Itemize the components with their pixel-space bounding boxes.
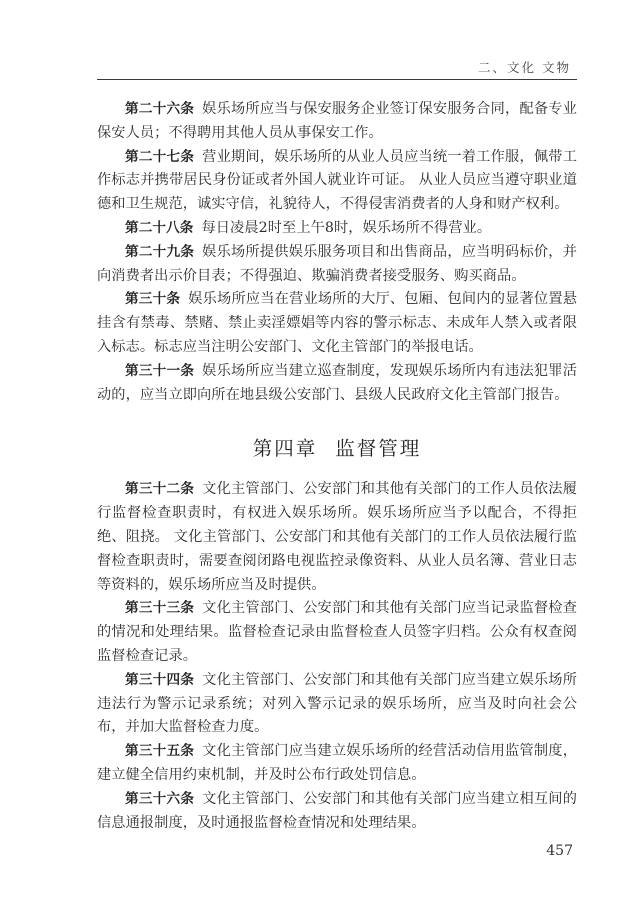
article-number: 第二十七条 <box>125 148 195 165</box>
article-number: 第二十九条 <box>125 243 195 260</box>
chapter-heading <box>97 433 577 461</box>
article-35 <box>97 740 577 788</box>
chapter-title: 监督管理 <box>335 437 422 461</box>
article-27 <box>97 146 577 217</box>
article-number: 第三十二条 <box>125 481 195 498</box>
article-number: 第三十一条 <box>125 362 195 379</box>
article-number: 第三十三条 <box>125 600 195 617</box>
article-number: 第三十五条 <box>125 743 195 760</box>
article-text: 每日凌晨2时至上午8时，娱乐场所不得营业。 <box>201 219 492 236</box>
article-number: 第三十四条 <box>125 671 195 688</box>
article-number: 第三十六条 <box>125 790 195 807</box>
article-text: 营业期间，娱乐场所的从业人员应当统一着工作服，佩带工作标志并携带居民身份证或者外国人就业许可证。 从业人员应当遵守职业道德和卫生规范，诚实守信，礼貌待人，不得侵害消费者的人身和财产权利。 <box>97 148 578 213</box>
article-30 <box>97 288 577 359</box>
article-36 <box>97 788 577 836</box>
article-text: 文化主管部门、公安部门和其他有关部门应当建立娱乐场所违法行为警示记录系统；对列入警示记录的娱乐场所，应当及时向社会公布，并加大监督检查力度。 <box>97 671 578 736</box>
article-34 <box>97 669 577 740</box>
chapter-number: 第四章 <box>252 437 318 461</box>
article-number: 第二十六条 <box>125 101 195 117</box>
page-body <box>97 98 577 835</box>
article-29 <box>97 241 577 289</box>
article-text: 娱乐场所应当建立巡查制度，发现娱乐场所内有违法犯罪活动的，应当立即向所在地县级公安部门、县级人民政府文化主管部门报告。 <box>97 362 578 403</box>
article-28 <box>97 217 577 241</box>
article-text: 文化主管部门、公安部门和其他有关部门应当记录监督检查的情况和处理结果。监督检查记录由监督检查人员签字归档。公众有权查阅监督检查记录。 <box>97 600 578 664</box>
article-31 <box>97 360 577 408</box>
article-text: 娱乐场所应当与保安服务企业签订保安服务合同，配备专业保安人员；不得聘用其他人员从事保安工作。 <box>97 101 578 141</box>
article-32 <box>97 478 577 597</box>
article-text: 文化主管部门应当建立娱乐场所的经营活动信用监管制度，建立健全信用约束机制，并及时公布行政处罚信息。 <box>97 743 578 783</box>
article-33 <box>97 597 577 668</box>
article-text: 娱乐场所提供娱乐服务项目和出售商品，应当明码标价，并向消费者出示价目表；不得强迫、欺骗消费者接受服务、购买商品。 <box>97 243 578 284</box>
section-title: 二、文化 文物 <box>478 60 571 75</box>
article-text: 文化主管部门、公安部门和其他有关部门的工作人员依法履行监督检查职责时，有权进入娱乐场所。娱乐场所应当予以配合，不得拒绝、阻挠。 文化主管部门、公安部门和其他有关部门的工作人员依法履行监督检查职责时，需要查阅闭路电视监控录像资料、从业人员名簿、营业日志等资料的，娱乐场所应当及时提供。 <box>97 481 578 593</box>
article-text: 文化主管部门、公安部门和其他有关部门应当建立相互间的信息通报制度，及时通报监督检查情况和处理结果。 <box>97 790 578 831</box>
page-number: 457 <box>546 843 573 859</box>
running-header <box>97 54 577 80</box>
article-text: 娱乐场所应当在营业场所的大厅、包厢、包间内的显著位置悬挂含有禁毒、禁赌、禁止卖淫嫖娼等内容的警示标志、未成年人禁入或者限入标志。标志应当注明公安部门、文化主管部门的举报电话。 <box>97 291 578 355</box>
article-number: 第二十八条 <box>125 219 194 236</box>
article-26 <box>97 98 577 146</box>
article-number: 第三十条 <box>125 291 181 308</box>
